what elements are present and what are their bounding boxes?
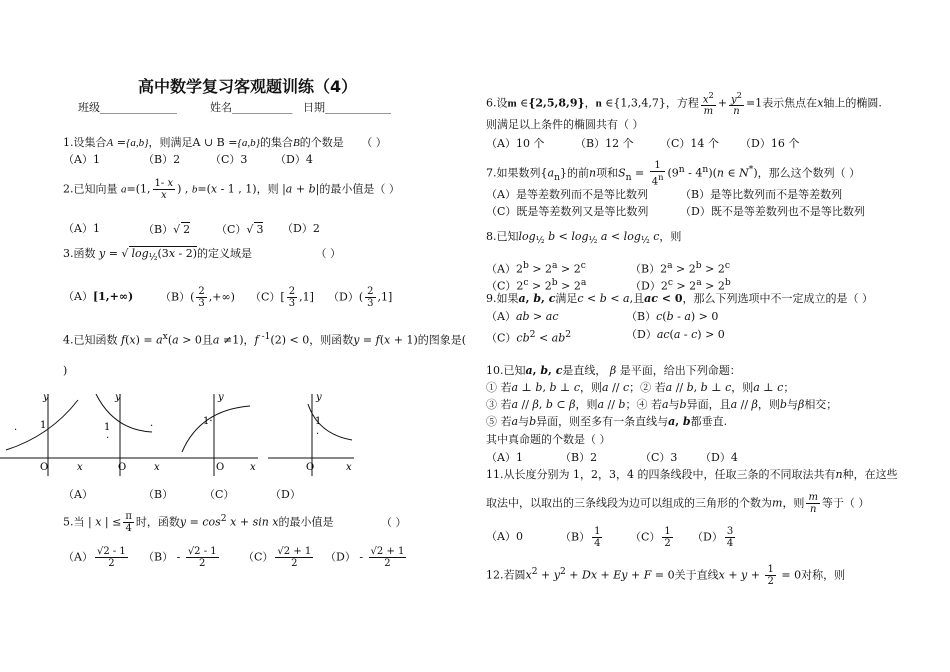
svg-text:O: O — [40, 462, 49, 473]
q1-option-b[interactable]: （B）2 — [143, 153, 181, 166]
svg-text:1·: 1· — [203, 416, 213, 427]
svg-text:y: y — [218, 392, 224, 403]
q7-text-b: 的前 — [566, 166, 589, 180]
q9-option-d[interactable]: （D）ac(a - c) > 0 — [626, 328, 725, 341]
svg-text:y: y — [316, 392, 322, 403]
question-8-stem: 8.已知$\log_{\frac{1}{2}} b < \log_{\frac{1}{2}} a < \log_{\frac{1}{2}} c$，则 — [486, 230, 682, 247]
question-5-stem: 5.当 | x | ≤ $\frac{\pi}{4}$ 时，函数$y = \cos^2 x + \sin x$的最小值是 （ ） — [63, 511, 407, 535]
q10-text-a: 10.已知 — [486, 364, 526, 377]
question-12-stem: 12.若圆$x^2 + y^2 + Dx + Ey + F = 0$关于直线x + y + $\frac{1}{2}$ = 0对称，则 — [486, 564, 846, 588]
q6-text-e: x — [817, 96, 824, 110]
q7-option-a[interactable]: （A）是等差数列而不是等比数列 — [486, 188, 648, 201]
q2-option-c[interactable]: （C）√ 3 — [216, 223, 264, 236]
svg-text:.: . — [106, 430, 110, 441]
q6-line-2: 则满足以上条件的椭圆共有（ ） — [486, 118, 644, 131]
question-11-line-1: 11.从长度分别为 1，2，3，4 的四条线段中，任取三条的不同取法共有n种，在这些 — [486, 468, 898, 481]
q10-ask: 其中真命题的个数是（ ） — [486, 433, 611, 446]
q8-option-a[interactable]: $(A)2^b > 2^a > 2^c$ — [486, 260, 586, 276]
q6-text-b: ， — [584, 96, 596, 110]
q5-text-a: 5.当 — [63, 515, 85, 529]
q7-text-a: 7.如果数列 — [486, 166, 541, 180]
q7-text-d: ，那么这个数列（ ） — [757, 166, 861, 180]
q10-text-b: 是直线， — [562, 364, 607, 377]
q9-text-a: 9.如果 — [486, 292, 519, 305]
q9-option-b[interactable]: （B）c(b - a) > 0 — [626, 310, 719, 323]
q4-text-a: 4.已知函数 — [63, 333, 118, 347]
q6-option-d[interactable]: （D）16 个 — [740, 137, 800, 150]
svg-text:y: y — [115, 392, 121, 403]
q10-option-c[interactable]: （C）3 — [640, 451, 678, 464]
q6-option-a[interactable]: （A）10 个 — [486, 137, 545, 150]
q1-text-a: 1.设集合 — [63, 136, 107, 149]
q2-option-d[interactable]: （D）2 — [282, 222, 320, 235]
q5-text-b: 时，函数 — [135, 515, 180, 529]
question-1-stem: 1.设集合A ={a,b}，则满足A ∪ B ={a,b}的集合B的个数是 （ ） — [63, 136, 387, 149]
svg-text:.: . — [150, 418, 154, 429]
name-field[interactable]: 姓名___________ — [210, 101, 293, 114]
q3-text-b: 的定义域是 — [197, 247, 253, 260]
q4-option-d[interactable]: （D） — [270, 488, 301, 501]
q4-text-d: 的图象是( — [417, 333, 467, 347]
question-7-stem: 7.如果数列$\{a_n\}$的前n项和$S_n$ = $\frac{1}{4^n}$ (9$^n$ - 4$^n$)(n ∈ N*)，那么这个数列（ ） — [486, 160, 861, 188]
question-4-stem: 4.已知函数 $f(x) = a^x(a > 0$且a ≠1)，f $^{-1}$(2) < 0，则函数y = f(x + 1)的图象是( — [63, 331, 467, 347]
q3-option-d[interactable]: （D）( $\frac{2}{3}$ ,1] — [328, 286, 393, 309]
q7-option-c[interactable]: （C）既是等差数列又是等比数列 — [486, 205, 649, 218]
q8-text-a: 8.已知 — [486, 230, 519, 243]
q3-option-c[interactable]: （C）[ $\frac{2}{3}$ ,1] — [250, 286, 314, 309]
q6-text-f: 轴上的椭圆. — [823, 96, 882, 110]
q3-text-a: 3.函数 — [63, 247, 96, 260]
svg-text:.: . — [316, 426, 320, 437]
q1-option-a[interactable]: （A）1 — [63, 153, 100, 166]
q5-option-c[interactable]: （C） $\frac{√2 + 1}{2}$ — [243, 546, 312, 569]
q4-option-c[interactable]: （C） — [204, 488, 235, 501]
q2-text-b: ，则 — [256, 182, 279, 196]
svg-text:O: O — [306, 462, 315, 473]
q1-text-c: 的集合 — [260, 136, 294, 149]
q1-option-c[interactable]: （C）3 — [210, 153, 248, 166]
q3-answer-paren: （ ） — [315, 247, 342, 260]
q10-option-d[interactable]: （D）4 — [700, 451, 738, 464]
q4-graph-a[interactable] — [0, 388, 100, 478]
page-title: 高中数学复习客观题训练（4） — [138, 77, 358, 96]
q4-graph-d[interactable] — [268, 388, 368, 478]
q6-option-c[interactable]: （C）14 个 — [660, 137, 719, 150]
q9-option-c[interactable]: $(C)cb^2 < ab^2$ — [486, 329, 572, 345]
q2-text-c: 的最小值是（ ） — [319, 182, 400, 196]
q5-option-b[interactable]: （B） - $\frac{√2 - 1}{2}$ — [143, 546, 217, 569]
question-6-stem: 6.设m ∈{2,5,8,9}，n ∈{1,3,4,7}，方程 $\frac{x^2}{m}$ + $\frac{y^2}{n}$ =1表示焦点在x轴上的椭圆. — [486, 90, 882, 118]
svg-text:x: x — [346, 462, 352, 473]
q4-option-a[interactable]: （A） — [63, 488, 93, 501]
svg-text:x: x — [250, 462, 256, 473]
q1-text-d: 的个数是 — [299, 136, 344, 149]
q5-option-d[interactable]: （D） - $\frac{√2 + 1}{2}$ — [325, 546, 405, 569]
q8-option-c[interactable]: $(C)2^c > 2^b > 2^a$ — [486, 277, 587, 293]
q6-option-b[interactable]: （B）12 个 — [575, 137, 634, 150]
q8-option-b[interactable]: $(B)2^a > 2^b > 2^c$ — [630, 260, 731, 276]
question-9-stem: 9.如果a, b, c满足c < b < a,且ac < 0，那么下列选项中不一定成立的是（ ） — [486, 292, 873, 305]
q9-text-d: ，那么下列选项中不一定成立的是（ ） — [682, 292, 873, 305]
q1-text-b: ，则满足 — [148, 136, 193, 149]
q7-option-d[interactable]: （D）既不是等差数列也不是等比数列 — [680, 205, 865, 218]
q10-line-3: ⑤ 若a与b异面，则至多有一条直线与a, b都垂直. — [486, 415, 728, 428]
question-3-stem: 3.函数 y = √ $\log_{\frac{1}{2}}(3x - 2)$的定义域是 （ ） — [63, 247, 342, 264]
q2-text-a: 2.已知向量 — [63, 182, 118, 196]
q4-option-b[interactable]: （B） — [143, 488, 174, 501]
q7-text-c: 项和 — [596, 166, 619, 180]
q11-option-b[interactable]: （B） $\frac{1}{4}$ — [560, 526, 601, 549]
q8-option-d[interactable]: $(D)2^c > 2^a > 2^b$ — [630, 277, 731, 293]
date-field[interactable]: 日期____________ — [303, 101, 391, 114]
q9-text-b: 满足 — [555, 292, 578, 305]
svg-text:1: 1 — [315, 416, 322, 427]
q3-option-a[interactable]: （A）[1,+∞) — [63, 290, 134, 303]
question-11-line-2: 取法中，以取出的三条线段为边可以组成的三角形的个数为m，则 $\frac{m}{n}$ 等于（ ） — [486, 492, 870, 515]
q11-option-d[interactable]: （D） $\frac{3}{4}$ — [692, 526, 734, 549]
q9-text-c: 且 — [633, 292, 645, 305]
q5-option-a[interactable]: （A） $\frac{√2 - 1}{2}$ — [63, 546, 126, 569]
q6-text-c: ，方程 — [665, 96, 699, 110]
q2-option-b[interactable]: （B）√ 2 — [143, 223, 191, 236]
class-field[interactable]: 班级______________ — [78, 101, 177, 114]
svg-text:1: 1 — [104, 422, 111, 433]
q4-stem-end: ) — [63, 364, 68, 377]
q10-text-c: 是平面，给出下列命题： — [619, 364, 741, 377]
svg-text:.: . — [14, 422, 18, 433]
q10-option-a[interactable]: （A）1 — [486, 451, 523, 464]
q8-text-b: ，则 — [659, 230, 682, 243]
q4-text-b: ， — [243, 333, 255, 347]
svg-text:x: x — [154, 462, 160, 473]
question-10-stem: 10.已知a, b, c是直线， β 是平面，给出下列命题： — [486, 364, 741, 377]
svg-text:y: y — [43, 392, 49, 403]
q4-graph-c[interactable] — [172, 388, 272, 478]
q9-option-a[interactable]: （A）ab > ac — [486, 310, 559, 323]
q4-text-c: ，则函数 — [309, 333, 354, 347]
svg-text:1: 1 — [40, 420, 47, 431]
q7-option-b[interactable]: （B）是等比数列而不是等差数列 — [680, 188, 843, 201]
q10-option-b[interactable]: （B）2 — [560, 451, 598, 464]
q5-text-c: 的最小值是 — [278, 515, 334, 529]
q2-option-a[interactable]: （A）1 — [63, 222, 100, 235]
q10-line-2: ③ 若a // β, b ⊂ β，则a // b；④ 若a与b异面，且a // β，则b与β相交； — [486, 398, 838, 411]
q6-text-a: 6.设 — [486, 96, 508, 110]
q1-answer-paren: （ ） — [361, 136, 387, 149]
q11-option-a[interactable]: （A）0 — [486, 530, 523, 543]
svg-text:O: O — [118, 462, 127, 473]
q5-answer-paren: （ ） — [381, 515, 407, 529]
q3-option-b[interactable]: （B）( $\frac{2}{3}$ ,+∞) — [160, 286, 235, 309]
svg-text:O: O — [216, 462, 225, 473]
q1-option-d[interactable]: （D）4 — [275, 153, 313, 166]
q6-text-d: 表示焦点在 — [762, 96, 818, 110]
question-2-stem: 2.已知向量 a=(1, $\frac{1- x}{x}$ ) , b=(x - 1 , 1)，则 |a + b|的最小值是（ ） — [63, 178, 400, 201]
q11-option-c[interactable]: （C） $\frac{1}{2}$ — [630, 526, 671, 549]
q10-line-1: ① 若a ⊥ b, b ⊥ c，则a // c；② 若a // b, b ⊥ c，则a ⊥ c； — [486, 381, 795, 394]
svg-text:x: x — [77, 462, 83, 473]
